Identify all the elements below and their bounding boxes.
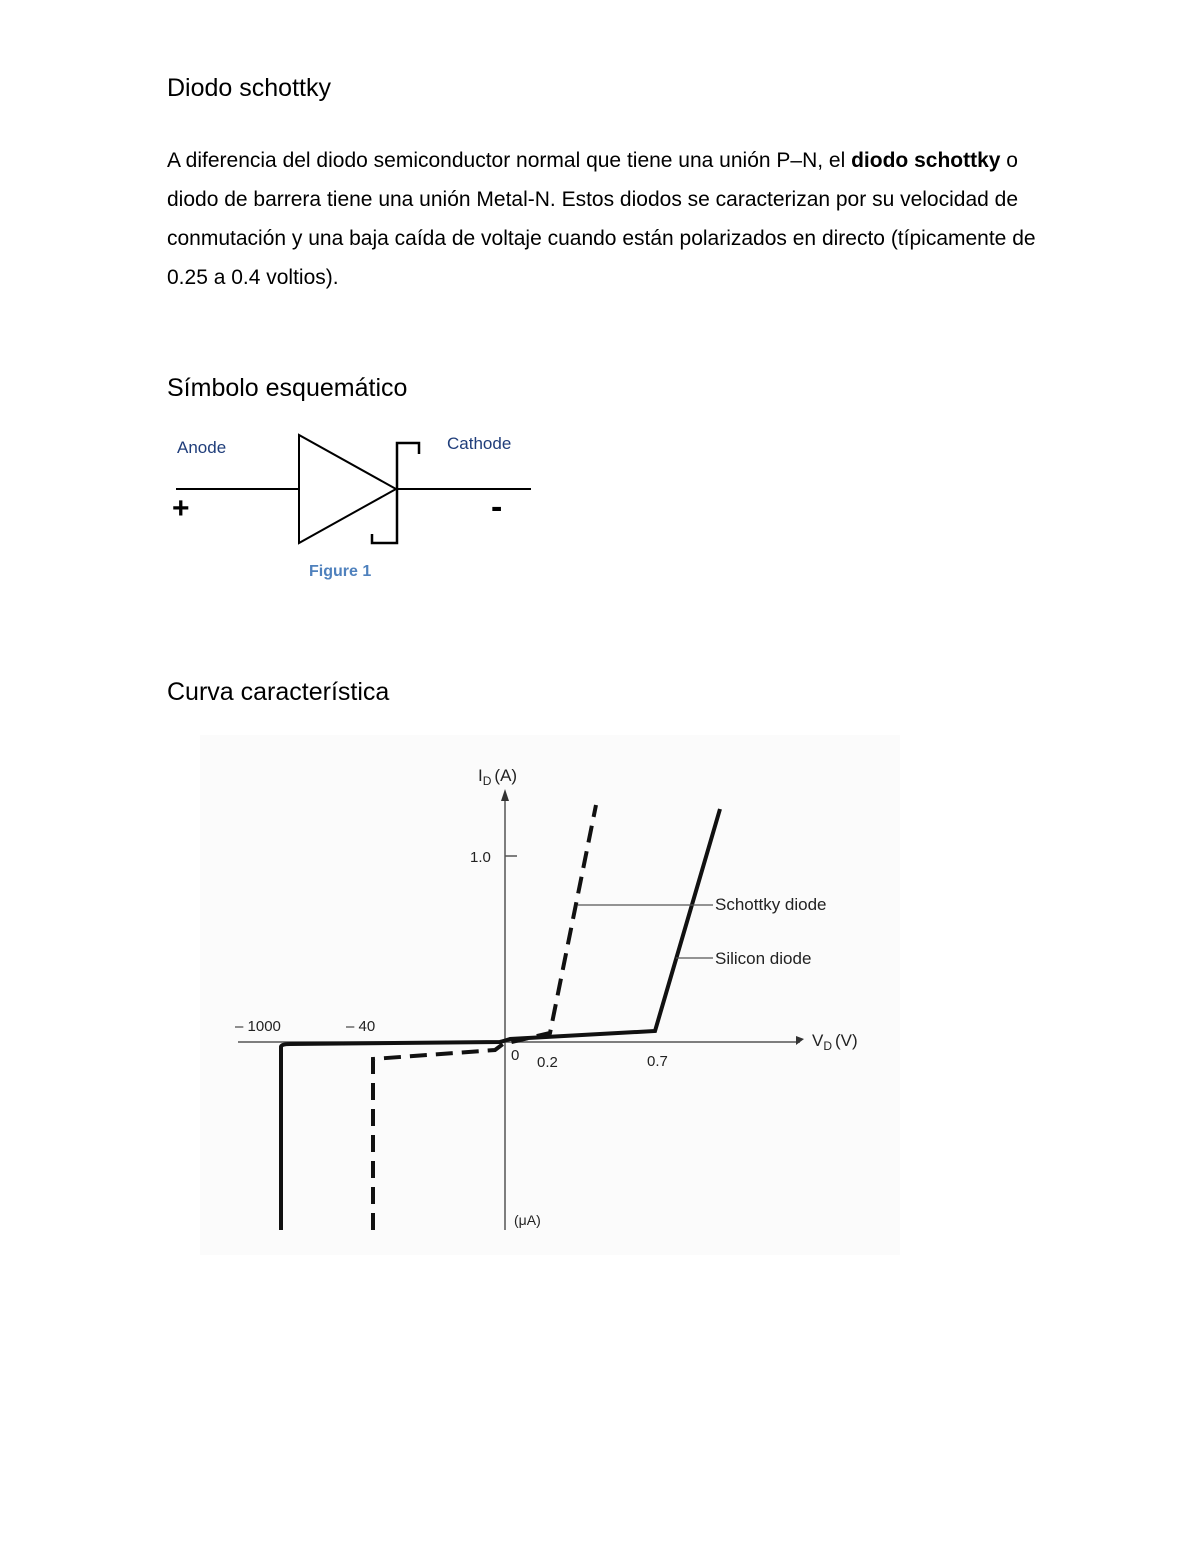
y-tick-label: 1.0 (470, 849, 491, 866)
cathode-label: Cathode (447, 434, 512, 453)
intro-paragraph (167, 141, 1047, 297)
plus-sign: + (172, 492, 190, 525)
minus-sign: - (491, 488, 503, 526)
page-title: Diodo schottky (167, 74, 331, 102)
curve-heading: Curva característica (167, 678, 390, 706)
schottky-diode-curve (373, 805, 596, 1230)
x-tick-label-0-7: 0.7 (647, 1053, 668, 1070)
x-tick-label-0-2: 0.2 (537, 1054, 558, 1071)
y-axis-arrow (501, 789, 509, 801)
x-axis-label: $V_D$ (V) (812, 1031, 858, 1053)
diode-triangle (299, 435, 396, 543)
iv-characteristic-chart (200, 735, 900, 1255)
intro-bold-term: diodo schottky (851, 149, 1001, 172)
x-tick-label-neg-1000: – 1000 (235, 1018, 281, 1035)
y-negative-unit: (μA) (514, 1212, 541, 1228)
y-axis-label: $I_D$ (A) (478, 766, 518, 788)
symbol-heading: Símbolo esquemático (167, 374, 408, 402)
x-axis-arrow (796, 1036, 804, 1045)
schottky-diode-annotation: Schottky diode (715, 895, 827, 914)
x-tick-label-neg-40: – 40 (346, 1018, 376, 1035)
intro-text-1: A diferencia del diodo semiconductor normal que tiene una unión P–N, el (167, 149, 852, 172)
silicon-diode-annotation: Silicon diode (715, 949, 812, 968)
intro-text-2: o diodo de barrera tiene una unión Metal-N. Estos diodos se caracterizan por su velocidad de conmutación y una baja caída de voltaje cuando están polarizados en directo (típicamente de 0.25 a 0.4 voltios). (167, 149, 1036, 289)
x-tick-label-0: 0 (511, 1047, 520, 1064)
figure-caption: Figure 1 (309, 563, 372, 580)
anode-label: Anode (177, 438, 227, 457)
schottky-bar (372, 443, 419, 543)
